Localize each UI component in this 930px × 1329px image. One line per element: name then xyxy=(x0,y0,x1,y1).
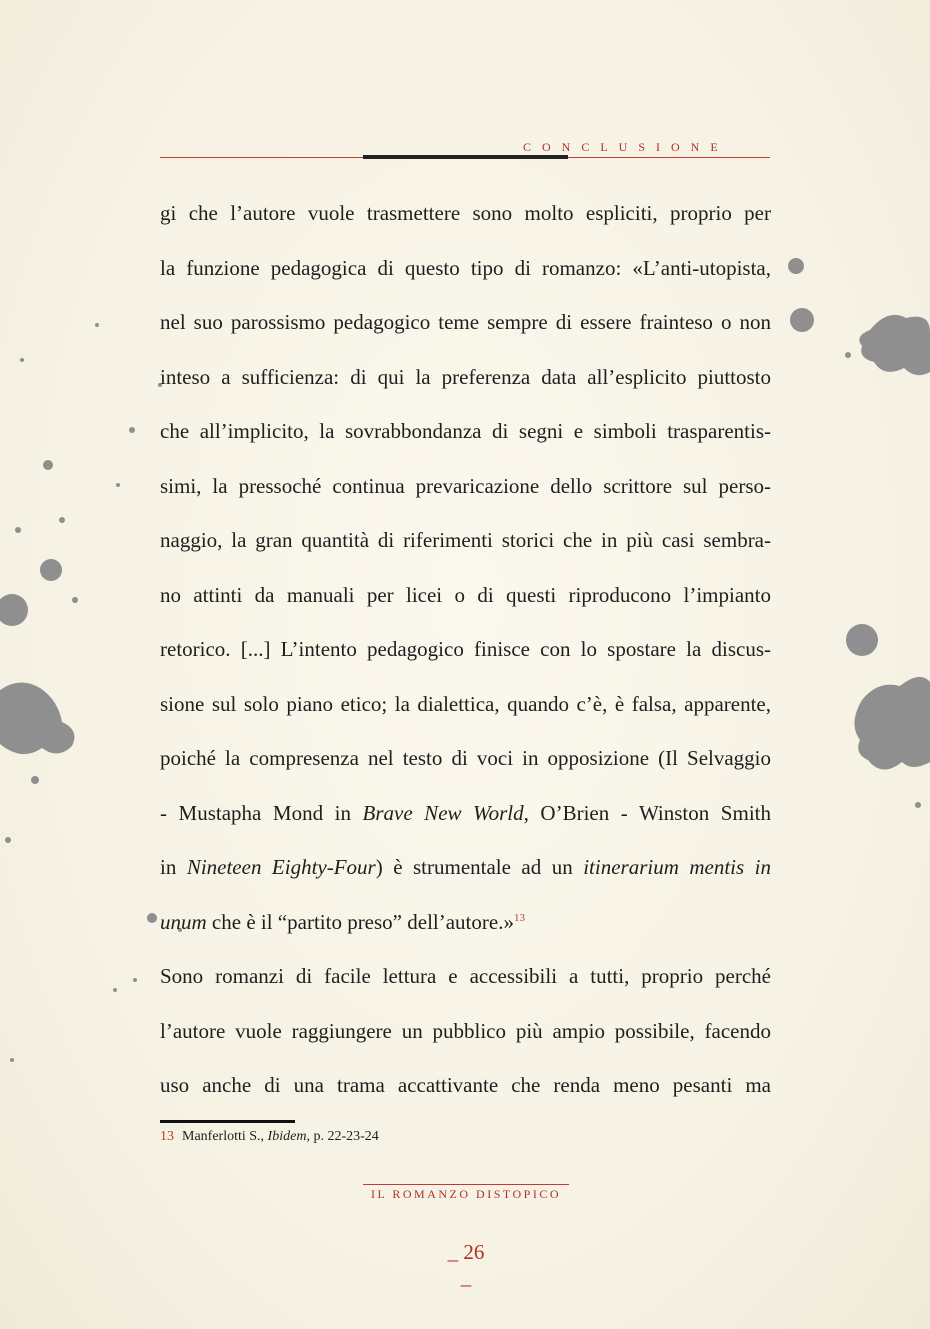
text-line xyxy=(160,786,771,841)
latin-phrase-italic: itinerarium mentis in xyxy=(583,855,771,879)
text-line: la funzione pedagogica di questo tipo di romanzo: «L’anti-utopista, xyxy=(160,255,771,280)
text-line: inteso a sufficienza: di qui la preferenza data all’esplicito piuttosto xyxy=(160,364,771,389)
text-run: che è il “partito preso” dell’autore.» xyxy=(206,909,514,934)
book-title-italic: Brave New World xyxy=(362,800,524,825)
footnote-reference[interactable]: 13 xyxy=(513,911,525,924)
footnote-number: 13 xyxy=(160,1129,174,1144)
text-line: gi che l’autore vuole trasmettere sono molto espliciti, proprio per xyxy=(160,201,771,225)
text-line: sione sul solo piano etico; la dialettica, quando c’è, è falsa, apparente, xyxy=(160,691,771,716)
text-line xyxy=(160,895,771,950)
running-header xyxy=(160,138,770,162)
running-footer xyxy=(363,1184,569,1206)
text-line: simi, la pressoché continua prevaricazione dello scrittore sul perso- xyxy=(160,473,771,498)
text-line: poiché la compresenza nel testo di voci in opposizione (Il Selvaggio xyxy=(160,746,771,770)
footnote-text: Manferlotti S., xyxy=(182,1129,268,1144)
book-title-italic: Nineteen Eighty-Four xyxy=(186,855,376,879)
footer-rule xyxy=(363,1184,569,1185)
text-run: ) è strumentale ad un xyxy=(375,855,584,879)
footnote xyxy=(160,1128,771,1146)
text-line xyxy=(160,840,771,895)
text-run: , O’Brien - Winston Smith xyxy=(523,800,771,825)
text-line: l’autore vuole raggiungere un pubblico più ampio possibile, facendo xyxy=(160,1018,771,1043)
paragraph-2 xyxy=(160,949,771,1113)
text-line: Sono romanzi di facile lettura e accessibili a tutti, proprio perché xyxy=(160,964,771,988)
text-run: - Mustapha Mond in xyxy=(160,800,363,825)
section-title: CONCLUSIONE xyxy=(523,140,729,154)
footnote-italic: Ibidem xyxy=(267,1129,307,1144)
text-line: nel suo parossismo pedagogico teme sempre di essere frainteso o non xyxy=(160,310,771,334)
text-line: che all’implicito, la sovrabbondanza di segni e simboli trasparentis- xyxy=(160,419,771,443)
footnote-separator xyxy=(160,1120,295,1123)
text-run: in xyxy=(160,855,187,879)
page-number: _ 26 _ xyxy=(447,1240,485,1289)
text-line: retorico. [...] L’intento pedagogico finisce con lo spostare la discus- xyxy=(160,637,771,661)
text-line: uso anche di una trama accattivante che renda meno pesanti ma xyxy=(160,1073,771,1097)
latin-phrase-italic: unum xyxy=(160,909,207,934)
paragraph-1 xyxy=(160,186,771,949)
footnote-text: , p. 22-23-24 xyxy=(306,1129,379,1144)
book-title: IL ROMANZO DISTOPICO xyxy=(370,1187,561,1201)
body-text xyxy=(160,186,771,1113)
text-line: no attinti da manuali per licei o di questi riproducono l’impianto xyxy=(160,582,771,607)
text-line: naggio, la gran quantità di riferimenti storici che in più casi sembra- xyxy=(160,528,771,552)
